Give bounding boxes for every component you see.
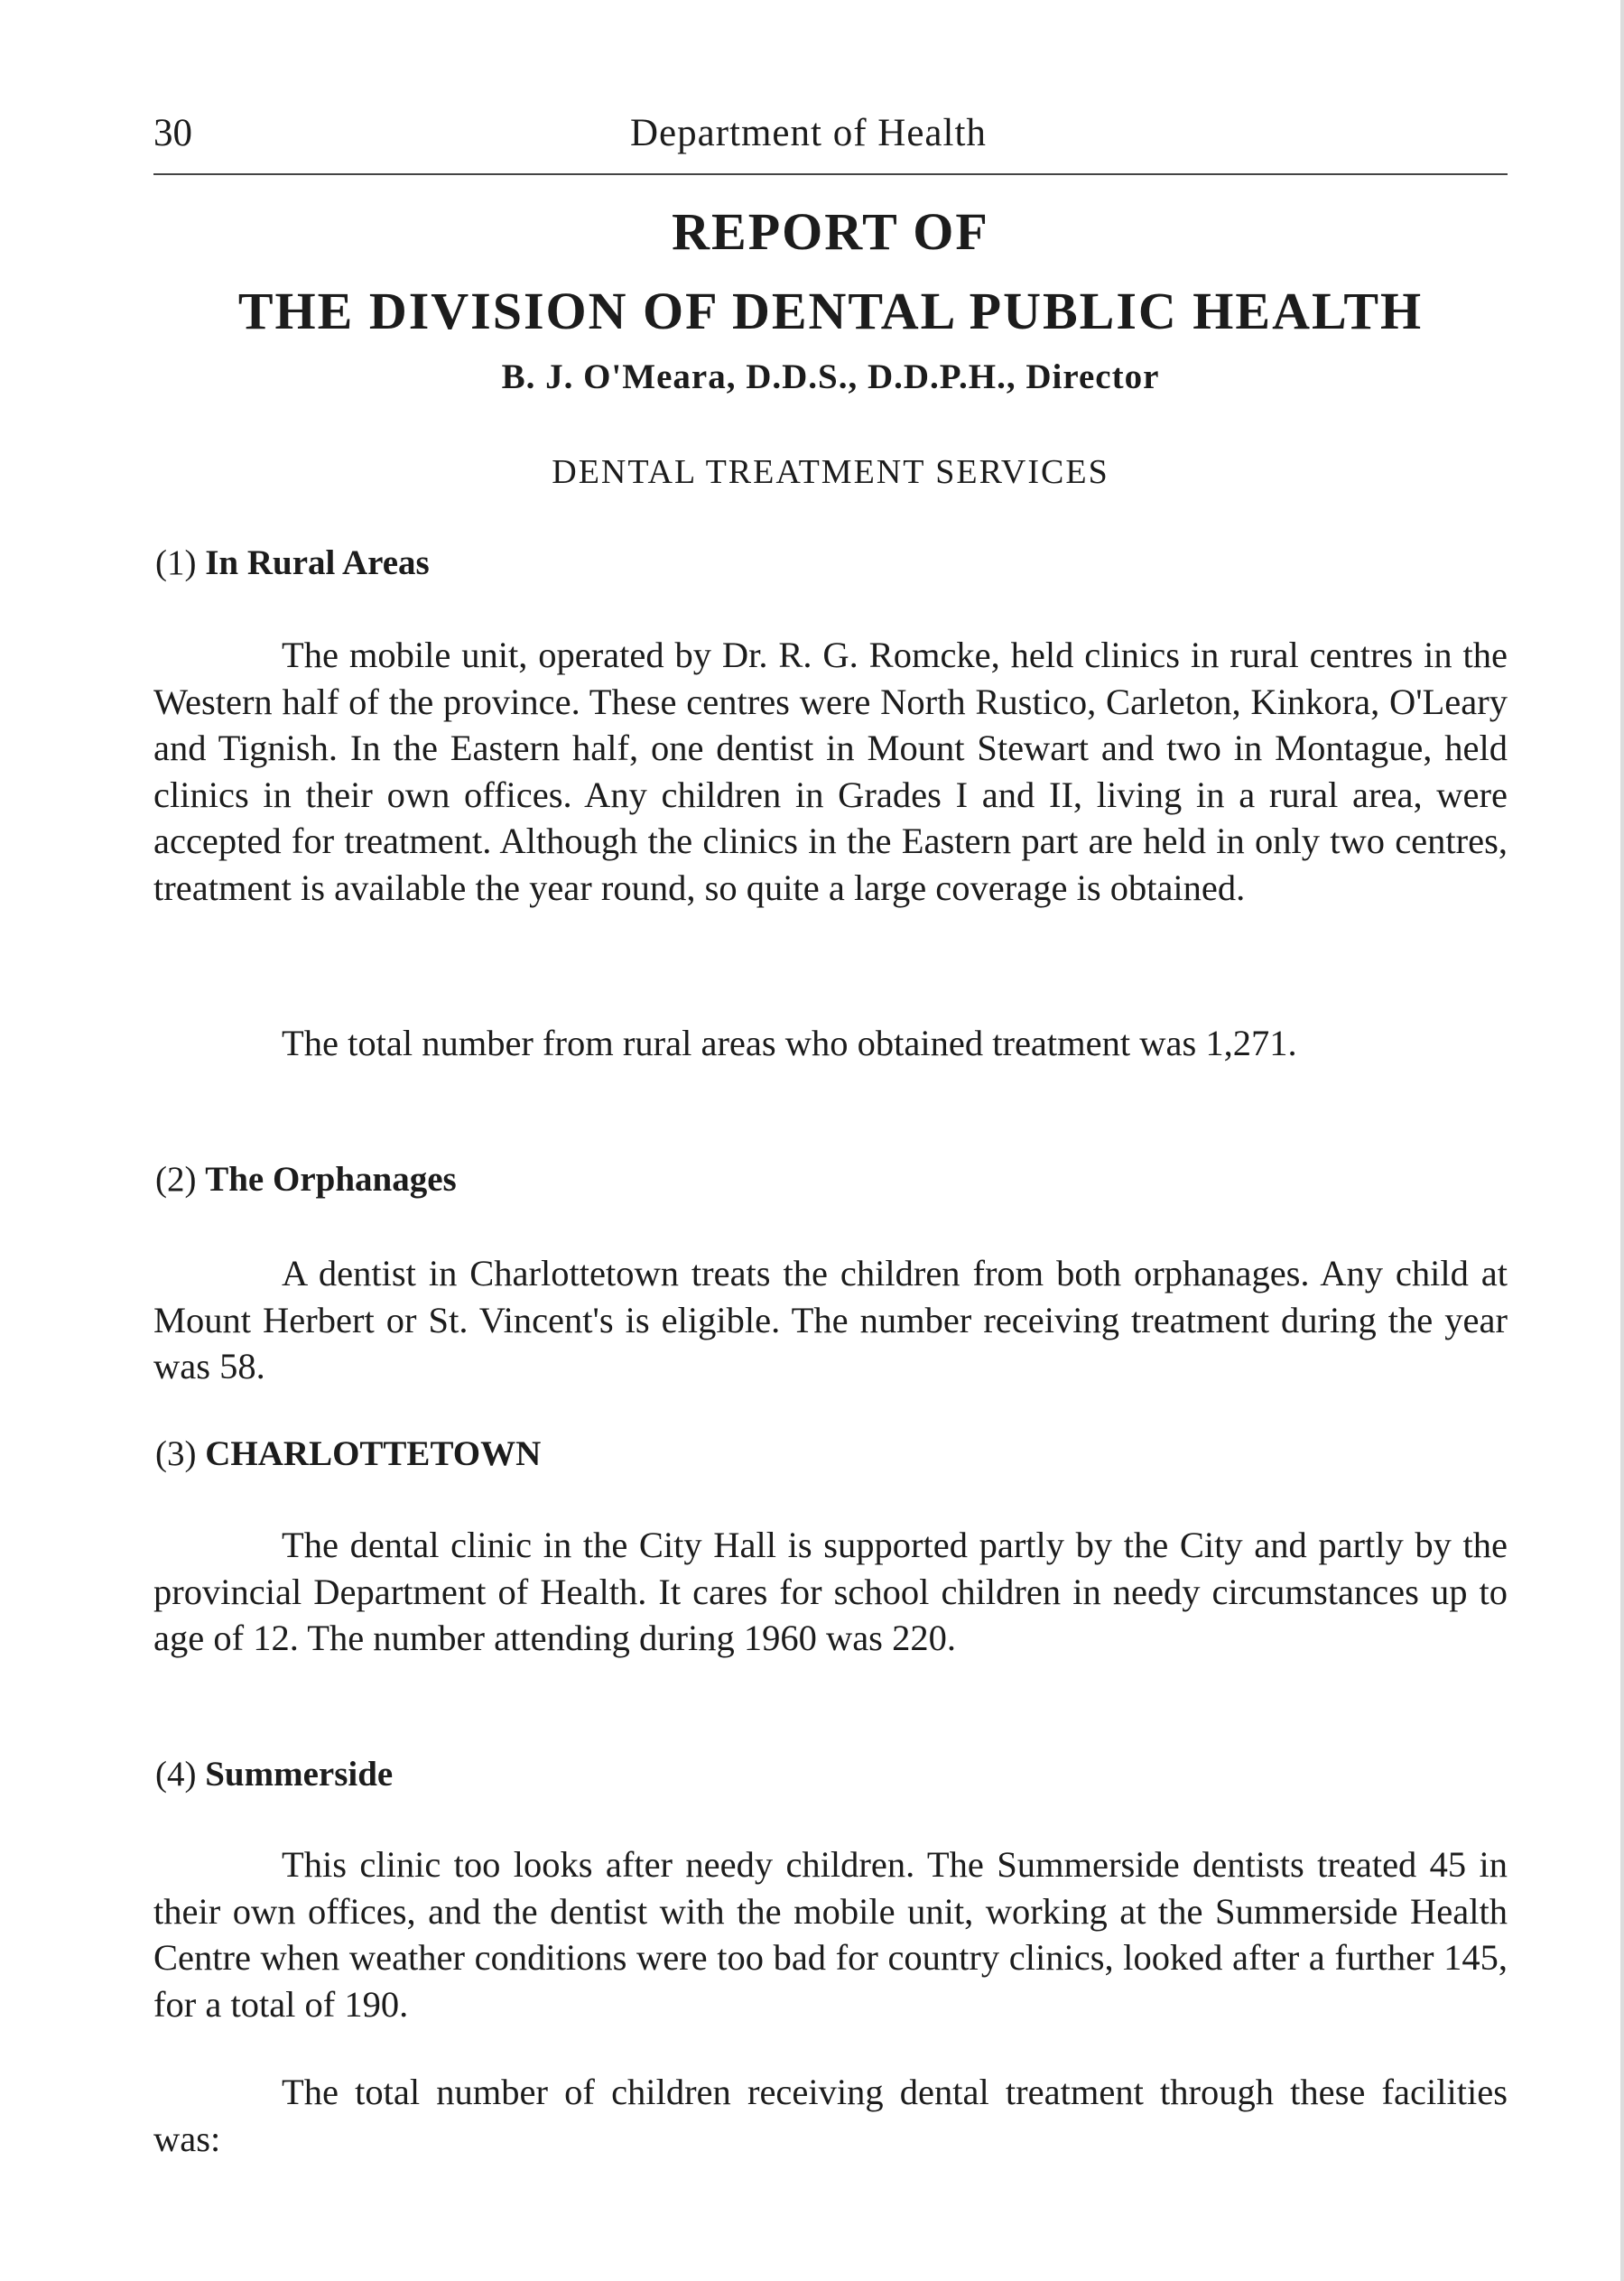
section-heading-text: The Orphanages [205, 1160, 457, 1199]
section-heading-text: CHARLOTTETOWN [205, 1434, 542, 1473]
section-heading-summerside [155, 1751, 393, 1798]
paragraph-rural-mobile-unit: The mobile unit, operated by Dr. R. G. Romcke, held clinics in rural centres in the Western half of the province. These centres were North Rustico, Carleton, Kinkora, O'Leary and Tignish. In the Eastern half, one dentist in Mount Stewart and two in Montague, held clinics in their own offices. Any children in Grades I and II, living in a rural area, were accepted for treatment. Although the clinics in the Eastern part are held in only two centres, treatment is available the year round, so quite a large coverage is obtained. [153, 635, 1508, 908]
running-header [153, 110, 1508, 157]
section-title: DENTAL TREATMENT SERVICES [552, 453, 1109, 491]
header-rule [153, 173, 1508, 175]
section-number: (3) [155, 1434, 197, 1473]
running-title: Department of Health [630, 112, 987, 154]
section-heading-charlottetown [155, 1431, 541, 1478]
report-title-line-1: REPORT OF [672, 202, 989, 261]
report-title-line-2: THE DIVISION OF DENTAL PUBLIC HEALTH [237, 282, 1424, 340]
section-number: (2) [155, 1160, 197, 1199]
paragraph-summerside: This clinic too looks after needy children. The Summerside dentists treated 45 in their own offices, and the dentist with the mobile unit, working at the Summerside Health Centre when weather conditions were too bad for country clinics, looked after a further 145, for a total of 190. [153, 1844, 1508, 2025]
section-heading-orphanages [155, 1156, 457, 1203]
section-heading-text: In Rural Areas [205, 543, 430, 582]
section-heading-rural-areas [155, 540, 430, 587]
paragraph-charlottetown: The dental clinic in the City Hall is supported partly by the City and partly by the provincial Department of Health. It cares for school children in needy circumstances up to age of 12. The number attending during 1960 was 220. [153, 1525, 1508, 1658]
section-number: (1) [155, 543, 197, 582]
author-line: B. J. O'Meara, D.D.S., D.D.P.H., Director [501, 357, 1160, 396]
paragraph-orphanages: A dentist in Charlottetown treats the children from both orphanages. Any child at Mount Herbert or St. Vincent's is eligible. The number receiving treatment during the year was 58. [153, 1253, 1508, 1386]
paragraph-total-children: The total number of children receiving dental treatment through these facilities was: [153, 2072, 1508, 2159]
page-number: 30 [153, 112, 192, 154]
page-edge-shadow [1620, 0, 1624, 2281]
section-heading-text: Summerside [205, 1755, 394, 1794]
paragraph-rural-total: The total number from rural areas who obtained treatment was 1,271. [282, 1023, 1297, 1063]
section-number: (4) [155, 1755, 197, 1794]
